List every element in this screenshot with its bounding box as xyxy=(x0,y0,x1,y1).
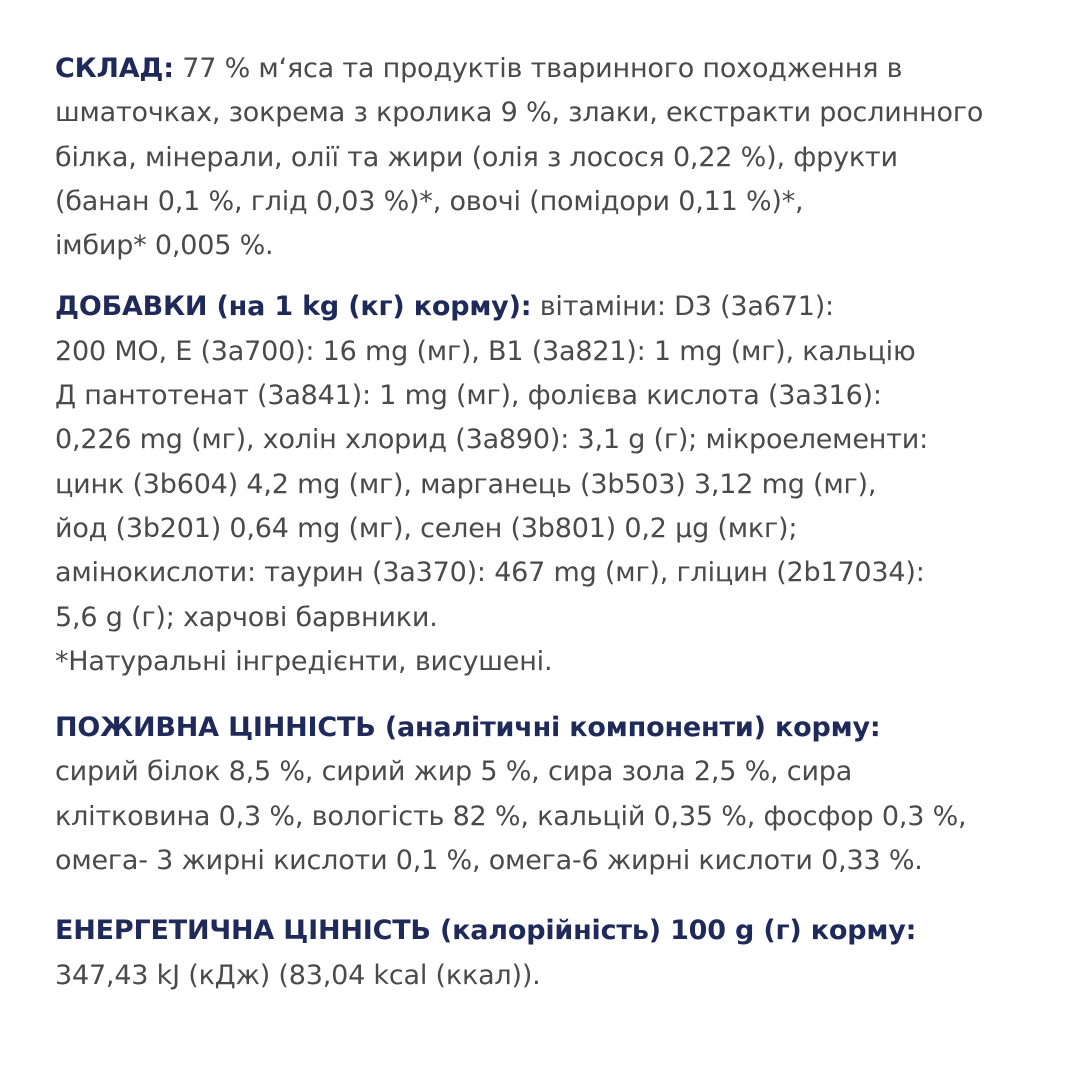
energy-section xyxy=(55,909,1055,998)
nutrition-text: сирий білок 8,5 %, сирий жир 5 %, сира зола 2,5 %, сира xyxy=(55,756,853,788)
additives-text: цинк (3b604) 4,2 mg (мг), марганець (3b503) 3,12 mg (мг), xyxy=(55,468,877,500)
nutrition-text: клітковина 0,3 %, вологість 82 %, кальцій 0,35 %, фосфор 0,3 %, xyxy=(55,800,967,832)
additives-text: 5,6 g (г); харчові барвники. xyxy=(55,601,438,633)
additives-section xyxy=(55,285,1055,684)
composition-text: 77 % м‘яса та продуктів тваринного походження в xyxy=(173,53,903,84)
footnote-text: *Натуральні інгредієнти, висушені. xyxy=(55,645,553,677)
composition-line-1 xyxy=(55,47,1055,91)
additives-text: амінокислоти: таурин (3a370): 467 mg (мг), гліцин (2b17034): xyxy=(55,557,925,589)
ingredients-document xyxy=(55,47,1055,998)
additives-text: вітаміни: D3 (3a671): xyxy=(531,291,834,323)
nutrition-heading: ПОЖИВНА ЦІННІСТЬ (аналітичні компоненти) корму: xyxy=(55,712,881,744)
additives-line-1 xyxy=(55,285,1055,329)
additives-text: Д пантотенат (3a841): 1 mg (мг), фолієва кислота (3a316): xyxy=(55,380,882,412)
additives-text: 0,226 mg (мг), холін хлорид (3a890): 3,1 g (г); мікроелементи: xyxy=(55,424,928,456)
composition-text: (банан 0,1 %, глід 0,03 %)*, овочі (помідори 0,11 %)*, xyxy=(55,185,804,217)
energy-text: 347,43 kJ (кДж) (83,04 kcal (ккал)). xyxy=(55,959,541,991)
nutrition-text: омега- 3 жирні кислоти 0,1 %, омега-6 жирні кислоти 0,33 %. xyxy=(55,845,923,877)
additives-heading: ДОБАВКИ (на 1 kg (кг) корму): xyxy=(55,291,532,323)
additives-text: йод (3b201) 0,64 mg (мг), селен (3b801) 0,2 µg (мкг); xyxy=(55,512,798,544)
nutrition-section xyxy=(55,706,1055,883)
composition-text: шматочках, зокрема з кролика 9 %, злаки, екстракти рослинного xyxy=(55,97,984,129)
composition-text: імбир* 0,005 %. xyxy=(55,230,274,262)
composition-heading: СКЛАД: xyxy=(55,53,174,84)
composition-text: білка, мінерали, олії та жири (олія з лосося 0,22 %), фрукти xyxy=(55,141,898,173)
energy-heading: ЕНЕРГЕТИЧНА ЦІННІСТЬ (калорійність) 100 g (г) корму: xyxy=(55,915,917,947)
composition-section xyxy=(55,47,1055,268)
additives-text: 200 МО, Е (3a700): 16 mg (мг), В1 (3a821): 1 mg (мг), кальцію xyxy=(55,335,916,367)
